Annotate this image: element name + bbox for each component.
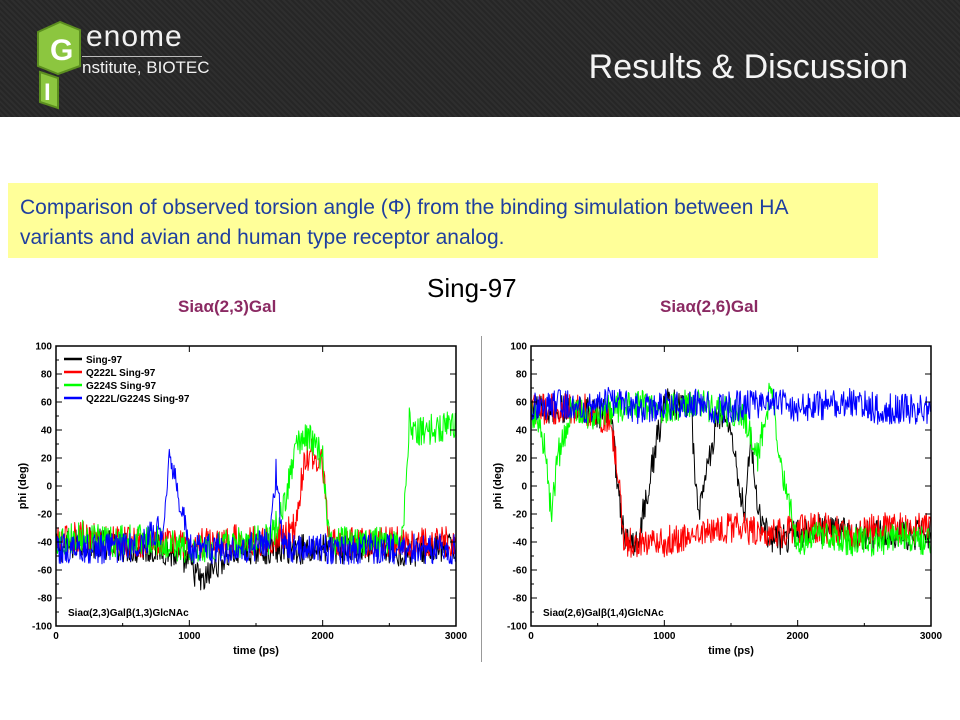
x-tick-label: 0 (528, 631, 534, 642)
y-tick-label: 0 (46, 481, 52, 493)
x-tick-label: 2000 (786, 631, 809, 642)
y-tick-label: 40 (515, 425, 527, 437)
chart-group-title: Sing-97 (427, 273, 517, 303)
y-tick-label: 80 (515, 369, 527, 381)
y-tick-label: 0 (521, 481, 527, 493)
legend-label: G224S Sing-97 (86, 381, 157, 392)
legend-label: Sing-97 (86, 355, 123, 366)
x-tick-label: 0 (53, 631, 59, 642)
logo-word-institute: nstitute, BIOTEC (82, 58, 210, 77)
panel-label-right: Siaα(2,6)Gal (660, 297, 759, 316)
y-tick-label: -60 (37, 565, 52, 577)
y-tick-label: -60 (512, 565, 527, 577)
chart-annotation: Siaα(2,3)Galβ(1,3)GlcNAc (68, 608, 189, 619)
y-tick-label: -20 (37, 509, 52, 521)
series-group (531, 383, 931, 557)
chart-sia23gal (12, 336, 468, 664)
panel-divider (481, 336, 482, 662)
logo-letter-i: I (44, 79, 51, 106)
legend (64, 355, 190, 405)
x-tick-label: 3000 (444, 631, 468, 642)
logo-word-enome: enome (86, 20, 183, 53)
legend-label: Q222L/G224S Sing-97 (86, 394, 190, 405)
series-group (56, 408, 456, 590)
panel-label-left: Siaα(2,3)Gal (178, 297, 277, 316)
x-axis-label: time (ps) (233, 645, 279, 657)
y-tick-label: -100 (506, 621, 527, 633)
y-tick-label: 80 (40, 369, 52, 381)
logo-letter-g: G (50, 34, 74, 67)
y-tick-label: 20 (40, 453, 52, 465)
y-tick-label: -80 (37, 593, 52, 605)
y-tick-label: 20 (515, 453, 527, 465)
y-tick-label: -40 (37, 537, 52, 549)
y-tick-label: -80 (512, 593, 527, 605)
x-tick-label: 1000 (178, 631, 201, 642)
x-axis-label: time (ps) (708, 645, 754, 657)
y-tick-label: 60 (40, 397, 52, 409)
caption-box: Comparison of observed torsion angle (Φ) from the binding simulation between HA variants and avian and human type receptor analog. (8, 183, 878, 258)
y-tick-label: 60 (515, 397, 527, 409)
logo-divider-line (82, 56, 202, 57)
plot-frame (531, 346, 931, 626)
y-tick-label: -40 (512, 537, 527, 549)
chart-sia26gal (487, 336, 943, 664)
x-tick-label: 1000 (653, 631, 676, 642)
y-tick-label: 100 (510, 341, 527, 353)
header-bar (0, 0, 960, 117)
y-axis-label: phi (deg) (17, 462, 29, 510)
y-tick-label: -100 (31, 621, 52, 633)
x-tick-label: 2000 (311, 631, 334, 642)
y-tick-label: 40 (40, 425, 52, 437)
slide-title: Results & Discussion (588, 48, 908, 86)
y-tick-label: -20 (512, 509, 527, 521)
legend-label: Q222L Sing-97 (86, 368, 156, 379)
x-tick-label: 3000 (919, 631, 943, 642)
y-axis-label: phi (deg) (492, 462, 504, 510)
chart-annotation: Siaα(2,6)Galβ(1,4)GlcNAc (543, 608, 664, 619)
y-tick-label: 100 (35, 341, 52, 353)
